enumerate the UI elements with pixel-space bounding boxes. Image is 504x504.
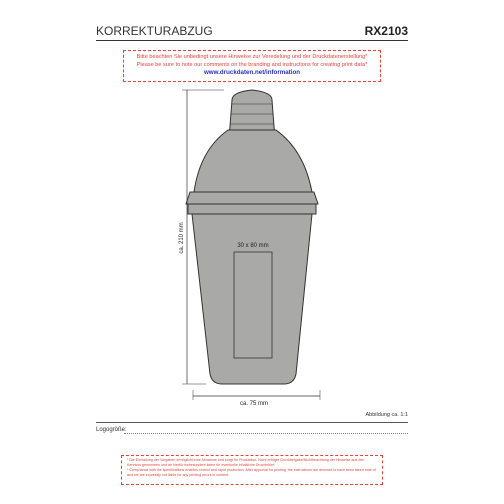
shaker-collar: [186, 192, 318, 204]
footer-divider: [96, 422, 408, 423]
width-label: ca. 75 mm: [239, 401, 269, 407]
logo-size-label: Logogröße:: [96, 427, 127, 433]
shaker-body: [192, 214, 312, 384]
logo-size-field[interactable]: [124, 433, 408, 434]
disclaimer-en: * Compliance with the specifications enables correct and rapid production. After approval for printing, the instructions are deemed to have been taken note of and we are expressly not liable for any printing errors in content.: [127, 468, 376, 477]
print-area-label: 30 x 80 mm: [237, 243, 269, 249]
scale-label: Abbildung ca. 1:1: [365, 412, 408, 418]
disclaimer-de: * Die Einhaltung der Vorgaben ermöglicht eine Abnahme und sorgt für Produktion. Nicht erfolgte Druckfreigabe/Nichtbeachtung der Hinweise aus den Kenntnis genommen und an hierfür insbesondere keine für eventuelle inhaltliche Druckfehler.: [127, 458, 365, 467]
disclaimer-box: [121, 455, 383, 485]
notice-url-link[interactable]: www.druckdaten.net/information: [203, 69, 301, 76]
notice-line-en: Please be sure to note our comments on the branding and instructions for creating print data*: [136, 62, 368, 68]
product-code: RX2103: [364, 24, 408, 38]
height-label: ca. 210 mm: [179, 222, 185, 254]
notice-line-de: Bitte beachten Sie unbedingt unsere Hinweise zur Veredelung und der Druckdatenerstellung*: [136, 54, 368, 60]
shaker-shoulder: [194, 130, 312, 192]
document-title: KORREKTURABZUG: [96, 24, 213, 38]
